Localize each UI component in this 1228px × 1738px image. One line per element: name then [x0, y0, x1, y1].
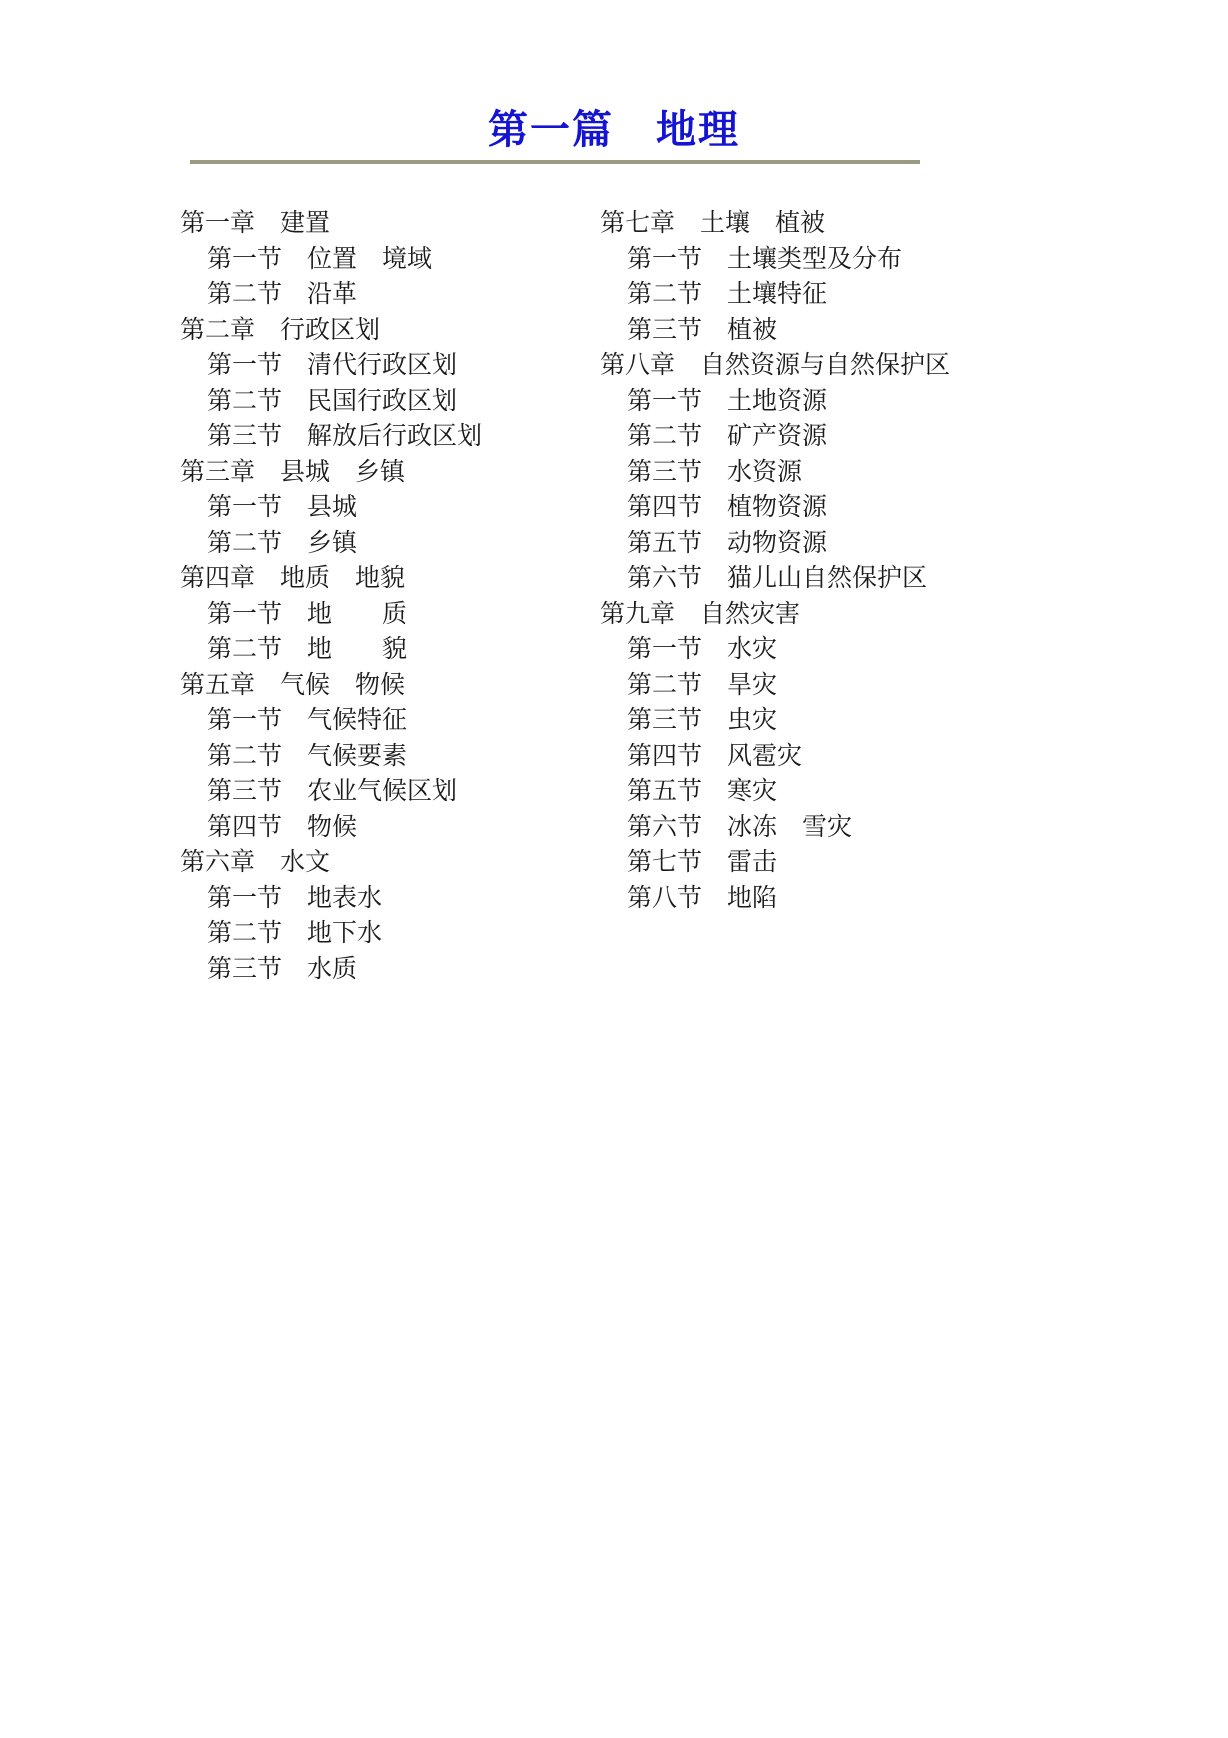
toc-section-entry[interactable]: 第一节 土地资源: [627, 385, 828, 415]
toc-chapter-entry[interactable]: 第一章 建置: [180, 208, 331, 237]
toc-chapter-entry[interactable]: 第二章 行政区划: [180, 314, 381, 344]
toc-section-entry[interactable]: 第一节 县城: [207, 492, 358, 521]
toc-section-entry[interactable]: 第五节 动物资源: [627, 527, 828, 557]
toc-section-entry[interactable]: 第二节 土壤特征: [627, 279, 828, 308]
toc-section-entry[interactable]: 第三节 农业气候区划: [207, 776, 458, 805]
toc-section-entry[interactable]: 第一节 清代行政区划: [207, 350, 458, 379]
toc-section-entry[interactable]: 第二节 旱灾: [627, 669, 778, 699]
toc-section-entry[interactable]: 第三节 水质: [207, 953, 358, 983]
toc-section-entry[interactable]: 第三节 解放后行政区划: [207, 421, 483, 450]
toc-chapter-entry[interactable]: 第三章 县城 乡镇: [180, 456, 406, 486]
toc-section-entry[interactable]: 第三节 植被: [627, 314, 778, 344]
toc-section-entry[interactable]: 第一节 位置 境域: [207, 243, 433, 273]
toc-section-entry[interactable]: 第四节 风雹灾: [627, 740, 803, 770]
toc-section-entry[interactable]: 第二节 矿产资源: [627, 421, 828, 450]
toc-section-entry[interactable]: 第四节 物候: [207, 811, 358, 841]
toc-section-entry[interactable]: 第一节 土壤类型及分布: [627, 243, 903, 273]
toc-section-entry[interactable]: 第六节 猫儿山自然保护区: [627, 563, 928, 592]
toc-section-entry[interactable]: 第二节 民国行政区划: [207, 385, 458, 415]
toc-section-entry[interactable]: 第二节 乡镇: [207, 527, 358, 557]
toc-section-entry[interactable]: 第五节 寒灾: [627, 776, 778, 805]
toc-section-entry[interactable]: 第二节 地 貌: [207, 634, 408, 663]
toc-section-entry[interactable]: 第一节 地表水: [207, 882, 383, 912]
toc-section-entry[interactable]: 第三节 水资源: [627, 456, 803, 486]
toc-section-entry[interactable]: 第七节 雷击: [627, 847, 778, 876]
toc-section-entry[interactable]: 第二节 地下水: [207, 918, 383, 947]
toc-column-left: [180, 205, 600, 986]
toc-section-entry[interactable]: 第二节 气候要素: [207, 740, 408, 770]
page-title: 第一篇 地理: [488, 106, 740, 153]
toc-section-entry[interactable]: 第三节 虫灾: [627, 705, 778, 734]
toc-chapter-entry[interactable]: 第五章 气候 物候: [180, 669, 406, 699]
toc-chapter-entry[interactable]: 第四章 地质 地貌: [180, 563, 406, 592]
toc-section-entry[interactable]: 第四节 植物资源: [627, 492, 828, 521]
toc-section-entry[interactable]: 第一节 气候特征: [207, 705, 408, 734]
toc-section-entry[interactable]: 第一节 地 质: [207, 598, 408, 628]
toc-chapter-entry[interactable]: 第七章 土壤 植被: [600, 208, 826, 237]
toc-section-entry[interactable]: 第六节 冰冻 雪灾: [627, 811, 853, 841]
toc-chapter-entry[interactable]: 第九章 自然灾害: [600, 598, 801, 628]
toc-section-entry[interactable]: 第一节 水灾: [627, 634, 778, 663]
toc-chapter-entry[interactable]: 第六章 水文: [180, 847, 331, 876]
toc-column-right: [600, 205, 1020, 915]
toc-section-entry[interactable]: 第八节 地陷: [627, 882, 778, 912]
toc-section-entry[interactable]: 第二节 沿革: [207, 279, 358, 308]
toc-columns: [0, 205, 1228, 986]
title-divider: [190, 160, 920, 164]
toc-chapter-entry[interactable]: 第八章 自然资源与自然保护区: [600, 350, 951, 379]
